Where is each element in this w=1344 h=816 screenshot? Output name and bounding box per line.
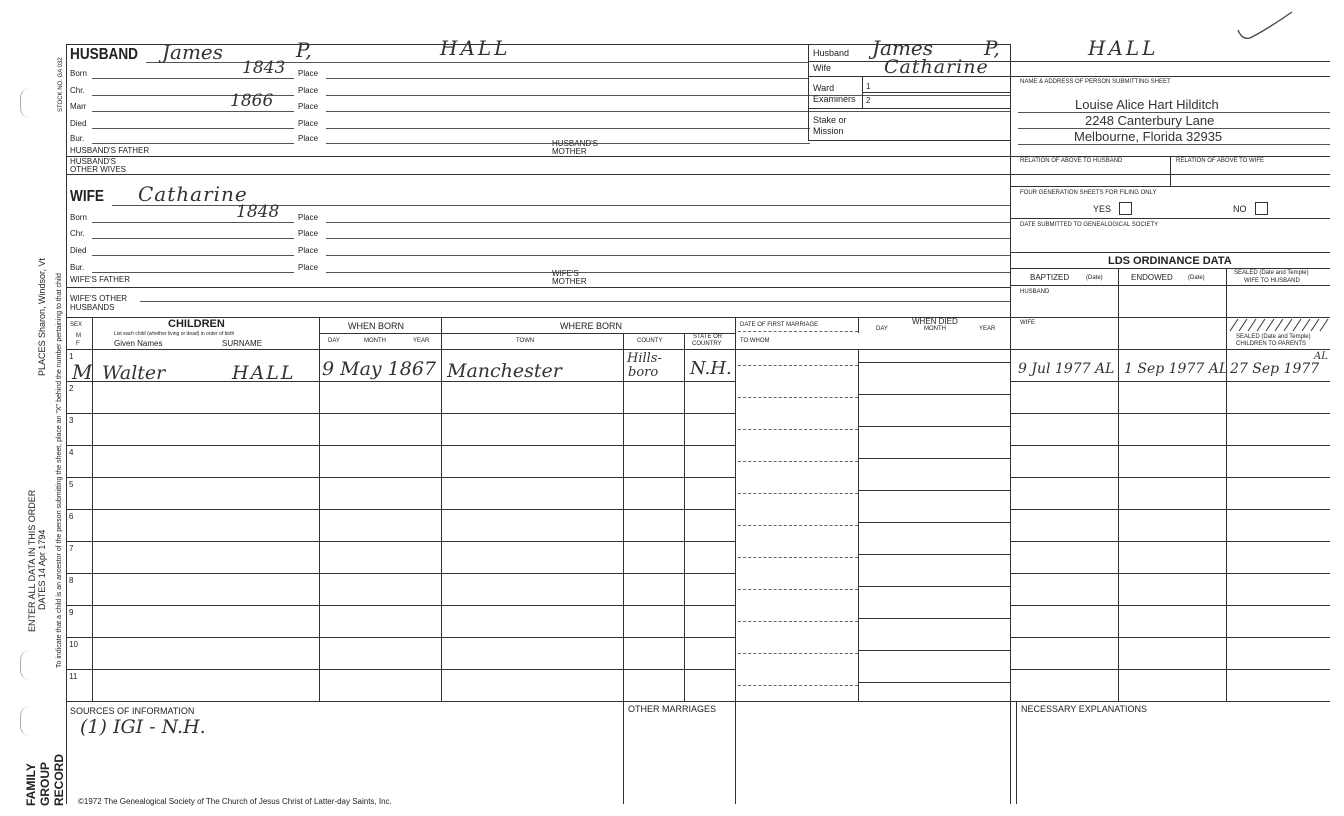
wife-born-place-line [326, 222, 1010, 223]
child-died-line [858, 490, 1010, 491]
child-died-line [858, 458, 1010, 459]
wifes-mother-label-2: MOTHER [552, 277, 587, 286]
four-gen-bottom [1010, 218, 1330, 219]
child-row-line-lds [1010, 509, 1330, 510]
child-1-sealed[interactable]: 27 Sep 1977 [1230, 361, 1320, 377]
child-marriage-dash [738, 621, 858, 622]
date-submitted-bottom [1010, 252, 1330, 253]
husband-died-place-label: Place [298, 119, 319, 128]
child-1-sex[interactable]: M [72, 360, 93, 384]
child-1-county-1[interactable]: Hills- [627, 351, 662, 366]
child-1-surname[interactable]: HALL [232, 362, 296, 384]
four-gen-label: FOUR GENERATION SHEETS FOR FILING ONLY [1020, 190, 1157, 196]
sex-m: M [76, 333, 81, 339]
child-row-line [66, 605, 736, 606]
husband-died-place-line [326, 128, 810, 129]
check-mark-icon [1236, 8, 1296, 44]
child-marriage-dash [738, 365, 858, 366]
no-label: NO [1233, 204, 1247, 214]
husband-bur-place-label: Place [298, 134, 319, 143]
wife-chr-line [92, 238, 294, 239]
husband-chr-place-line [326, 95, 1010, 96]
header-husband-surname[interactable]: HALL [1088, 36, 1159, 60]
examiners-label: Examiners [813, 94, 856, 104]
husband-marr-place-line [326, 111, 1010, 112]
stake-label: Stake or [813, 115, 847, 125]
wife-bur-place-line [326, 272, 1010, 273]
sealed-wife-label-1: SEALED (Date and Temple) [1234, 270, 1309, 276]
child-row-line-lds [1010, 445, 1330, 446]
child-row-line-lds [1010, 477, 1330, 478]
when-born-label: WHEN BORN [348, 321, 404, 331]
wife-chr-label: Chr. [70, 229, 85, 238]
husband-chr-place-label: Place [298, 86, 319, 95]
child-number: 3 [69, 416, 74, 425]
child-1-county-2[interactable]: boro [628, 365, 659, 380]
form-title-record: RECORD [52, 753, 66, 806]
child-died-divider [858, 669, 859, 701]
yes-checkbox[interactable] [1119, 202, 1132, 215]
child-marriage-dash [738, 493, 858, 494]
wife-bur-place-label: Place [298, 263, 319, 272]
husband-born-year[interactable]: 1843 [242, 58, 286, 78]
husband-marr-place-label: Place [298, 102, 319, 111]
husbands-mother-label-2: MOTHER [552, 147, 587, 156]
wifes-other-husbands-1: WIFE'S OTHER [70, 294, 128, 303]
husbands-other-wives-1: HUSBAND'S [70, 157, 116, 166]
places-line: PLACES Sharon, Windsor, Vt [37, 257, 47, 376]
child-marriage-dash [738, 589, 858, 590]
child-row-line [66, 381, 736, 382]
wife-born-line [92, 222, 294, 223]
right-panel-divider [1010, 44, 1011, 804]
child-row-line [66, 477, 736, 478]
necessary-explanations-label: NECESSARY EXPLANATIONS [1021, 704, 1148, 714]
form-title-family: FAMILY [24, 763, 38, 806]
no-checkbox[interactable] [1255, 202, 1268, 215]
wife-bur-label: Bur. [70, 263, 85, 272]
col-died-divider [858, 317, 859, 333]
wife-died-line [92, 255, 294, 256]
wife-died-label: Died [70, 246, 87, 255]
husband-died-label: Died [70, 119, 87, 128]
dates-line: DATES 14 Apr 1794 [37, 529, 47, 610]
enter-data-order: ENTER ALL DATA IN THIS ORDER [27, 489, 37, 632]
child-died-divider [858, 637, 859, 669]
husband-marr-line [92, 111, 294, 112]
child-marriage-dash [738, 557, 858, 558]
husband-bur-line [92, 143, 294, 144]
relation-wife-label: RELATION OF ABOVE TO WIFE [1176, 158, 1265, 164]
sex-label: SEX [70, 322, 83, 328]
ward-label: Ward [813, 83, 835, 93]
child-number: 7 [69, 544, 74, 553]
husband-born-label: Born [70, 69, 87, 78]
child-number: 10 [69, 640, 78, 649]
relation-divider [1170, 156, 1171, 186]
child-died-divider [858, 605, 859, 637]
wife-other-husbands-line [140, 301, 1010, 302]
to-whom-label: TO WHOM [740, 338, 770, 344]
wifes-other-husbands-2: HUSBANDS [70, 303, 115, 312]
child-number: 9 [69, 608, 74, 617]
child-number: 5 [69, 480, 74, 489]
child-died-line [858, 394, 1010, 395]
child-died-line [858, 522, 1010, 523]
child-row-line [66, 445, 736, 446]
wife-given-name[interactable]: Catharine [138, 182, 248, 206]
child-marriage-dash [738, 525, 858, 526]
stock-number: STOCK NO. GA 032 [58, 57, 64, 112]
husband-given-name[interactable]: James [162, 40, 224, 64]
husband-surname[interactable]: HALL [440, 36, 511, 60]
husband-chr-label: Chr. [70, 86, 85, 95]
husband-bur-label: Bur. [70, 134, 85, 143]
husband-born-place-label: Place [298, 69, 319, 78]
child-row-line [66, 413, 736, 414]
child-died-line [858, 586, 1010, 587]
died-month-label: MONTH [924, 326, 946, 332]
born-year-label: YEAR [413, 338, 430, 344]
children-instructions: List each child (whether living or dead) in order of birth [114, 331, 235, 337]
header-husband-initial[interactable]: P, [984, 36, 1000, 60]
sealed-children-label-2: CHILDREN TO PARENTS [1236, 341, 1307, 347]
child-1-sealed-note[interactable]: AL [1314, 351, 1328, 362]
punch-hole [20, 650, 31, 680]
submitter-street[interactable]: 2248 Canterbury Lane [1085, 113, 1215, 128]
lds-header-line [1010, 285, 1330, 286]
when-died-label: WHEN DIED [912, 317, 958, 326]
child-died-divider [858, 509, 859, 541]
child-died-divider [858, 381, 859, 413]
child-marriage-dash [738, 685, 858, 686]
country-label: COUNTRY [692, 341, 722, 347]
header-box-left [808, 44, 809, 140]
child-row-line-lds [1010, 637, 1330, 638]
endowed-label: ENDOWED [1131, 273, 1173, 282]
copyright: ©1972 The Genealogical Society of The Church of Jesus Christ of Latter-day Saints, Inc. [78, 797, 392, 806]
first-marriage-label: DATE OF FIRST MARRIAGE [740, 322, 819, 328]
state-label: STATE OR [693, 334, 723, 340]
date-submitted-label: DATE SUBMITTED TO GENEALOGICAL SOCIETY [1020, 222, 1159, 228]
baptized-label: BAPTIZED [1030, 273, 1070, 282]
child-row-line [66, 509, 736, 510]
child-1-state[interactable]: N.H. [690, 358, 732, 379]
lds-wife-label: WIFE [1020, 320, 1035, 326]
examiner-line [862, 92, 1010, 93]
punch-hole [20, 706, 31, 736]
husband-born-line [92, 78, 294, 79]
lds-title-line [1010, 268, 1330, 269]
hatched-area [1228, 318, 1330, 332]
sealed-wife-label-2: WIFE TO HUSBAND [1244, 278, 1300, 284]
first-marriage-dash [738, 331, 858, 332]
baptized-sub: (Date) [1086, 275, 1103, 281]
other-marriages-label: OTHER MARRIAGES [628, 704, 717, 714]
husband-marr-year[interactable]: 1866 [230, 91, 274, 111]
husband-initial[interactable]: P, [296, 38, 312, 62]
husband-marr-label: Marr [70, 102, 87, 111]
child-number: 2 [69, 384, 74, 393]
header-wife-line [808, 76, 1330, 77]
county-label: COUNTY [637, 338, 663, 344]
wife-label: WIFE [70, 188, 104, 205]
wife-parents-line [66, 287, 1010, 288]
wife-chr-place-line [326, 238, 1010, 239]
child-died-divider [858, 477, 859, 509]
child-died-line [858, 618, 1010, 619]
child-died-divider [858, 541, 859, 573]
child-number: 8 [69, 576, 74, 585]
child-died-line [858, 650, 1010, 651]
children-title: CHILDREN [168, 318, 225, 330]
submitter-line-3 [1018, 144, 1330, 145]
child-died-line [858, 362, 1010, 363]
bottom-divider-1 [623, 701, 624, 804]
yes-label: YES [1093, 204, 1112, 214]
husband-label: HUSBAND [70, 46, 138, 63]
sources-value[interactable]: (1) IGI - N.H. [80, 716, 206, 738]
wife-born-label: Born [70, 213, 87, 222]
form-title-group: GROUP [38, 761, 52, 806]
born-month-label: MONTH [364, 338, 386, 344]
col-state-divider [735, 317, 736, 804]
examiner-1: 1 [866, 82, 871, 91]
submitter-city[interactable]: Melbourne, Florida 32935 [1074, 129, 1223, 144]
born-subheader-line [319, 333, 735, 334]
wife-chr-place-label: Place [298, 229, 319, 238]
husbands-other-wives-2: OTHER WIVES [70, 165, 127, 174]
child-1-born-date[interactable]: 9 May 1867 [322, 358, 437, 380]
relation-husband-label: RELATION OF ABOVE TO HUSBAND [1020, 158, 1123, 164]
child-row-line-lds [1010, 605, 1330, 606]
header-husband-label: Husband [813, 48, 850, 58]
child-row-line-lds [1010, 573, 1330, 574]
sealed-children-label-1: SEALED (Date and Temple) [1236, 334, 1311, 340]
husband-died-line [92, 128, 294, 129]
child-died-divider [858, 413, 859, 445]
child-1-town[interactable]: Manchester [447, 360, 562, 382]
header-wife-given[interactable]: Catharine [884, 56, 989, 78]
child-died-divider [858, 349, 859, 381]
bottom-divider-2 [1016, 701, 1017, 804]
left-border [66, 44, 67, 804]
child-number: 1 [69, 352, 74, 361]
child-number: 4 [69, 448, 74, 457]
child-1-endowed[interactable]: 1 Sep 1977 AL [1124, 361, 1229, 377]
given-names-label: Given Names [114, 339, 163, 348]
husbands-mother-label-1: HUSBAND'S [552, 139, 598, 148]
wife-died-place-line [326, 255, 1010, 256]
child-marriage-dash [738, 429, 858, 430]
child-died-line [858, 554, 1010, 555]
child-1-baptized[interactable]: 9 Jul 1977 AL [1018, 361, 1115, 377]
submitter-label: NAME & ADDRESS OF PERSON SUBMITTING SHEET [1020, 79, 1171, 85]
children-header-top [66, 317, 1330, 318]
child-marriage-dash [738, 461, 858, 462]
ancestor-instruction: To indicate that a child is an ancestor of the person submitting the sheet, place an "X" behind the number pertaining to that child [56, 273, 63, 668]
wife-bur-line [92, 272, 294, 273]
born-day-label: DAY [328, 338, 340, 344]
sex-f: F [76, 341, 80, 347]
header-husband-given[interactable]: James [872, 36, 934, 60]
examiners-bottom [808, 108, 1010, 109]
husband-parents-line [66, 156, 1330, 157]
examiner-2: 2 [866, 96, 871, 105]
child-row-line [66, 669, 736, 670]
col-town-divider [623, 333, 624, 701]
submitter-name[interactable]: Louise Alice Hart Hilditch [1075, 97, 1219, 112]
header-wife-label: Wife [813, 63, 831, 73]
endowed-sub: (Date) [1188, 275, 1205, 281]
wife-died-place-label: Place [298, 246, 319, 255]
wifes-father-label: WIFE'S FATHER [70, 275, 131, 284]
died-year-label: YEAR [979, 326, 996, 332]
child-row-line [66, 573, 736, 574]
died-day-label: DAY [876, 326, 888, 332]
child-number: 11 [69, 672, 78, 681]
husband-section-bottom [66, 174, 1330, 175]
town-label: TOWN [516, 338, 535, 344]
child-row-line-lds [1010, 669, 1330, 670]
wifes-mother-label-1: WIFE'S [552, 269, 579, 278]
children-header-bottom [66, 349, 1330, 350]
wife-born-place-label: Place [298, 213, 319, 222]
child-died-divider [858, 445, 859, 477]
child-row-line-lds [1010, 541, 1330, 542]
wife-born-year[interactable]: 1848 [236, 202, 280, 222]
lds-title: LDS ORDINANCE DATA [1108, 255, 1232, 267]
where-born-label: WHERE BORN [560, 321, 623, 331]
col-county-divider [684, 333, 685, 701]
punch-hole [20, 88, 31, 118]
child-1-given[interactable]: Walter [102, 362, 166, 384]
lds-husband-label: HUSBAND [1020, 289, 1050, 295]
child-died-line [858, 682, 1010, 683]
relation-bottom [1010, 186, 1330, 187]
child-number: 6 [69, 512, 74, 521]
children-table-bottom [66, 701, 1330, 702]
surname-label: SURNAME [222, 339, 263, 348]
sources-label: SOURCES OF INFORMATION [70, 706, 195, 716]
husband-born-place-line [326, 78, 808, 79]
child-died-divider [858, 573, 859, 605]
child-row-line-lds [1010, 413, 1330, 414]
child-row-line-lds [1010, 381, 1330, 382]
child-marriage-dash [738, 653, 858, 654]
husbands-father-label: HUSBAND'S FATHER [70, 146, 150, 155]
child-died-line [858, 426, 1010, 427]
child-row-line [66, 637, 736, 638]
header-box-bottom [808, 140, 1010, 141]
child-marriage-dash [738, 397, 858, 398]
child-row-line [66, 541, 736, 542]
mission-label: Mission [813, 126, 844, 136]
